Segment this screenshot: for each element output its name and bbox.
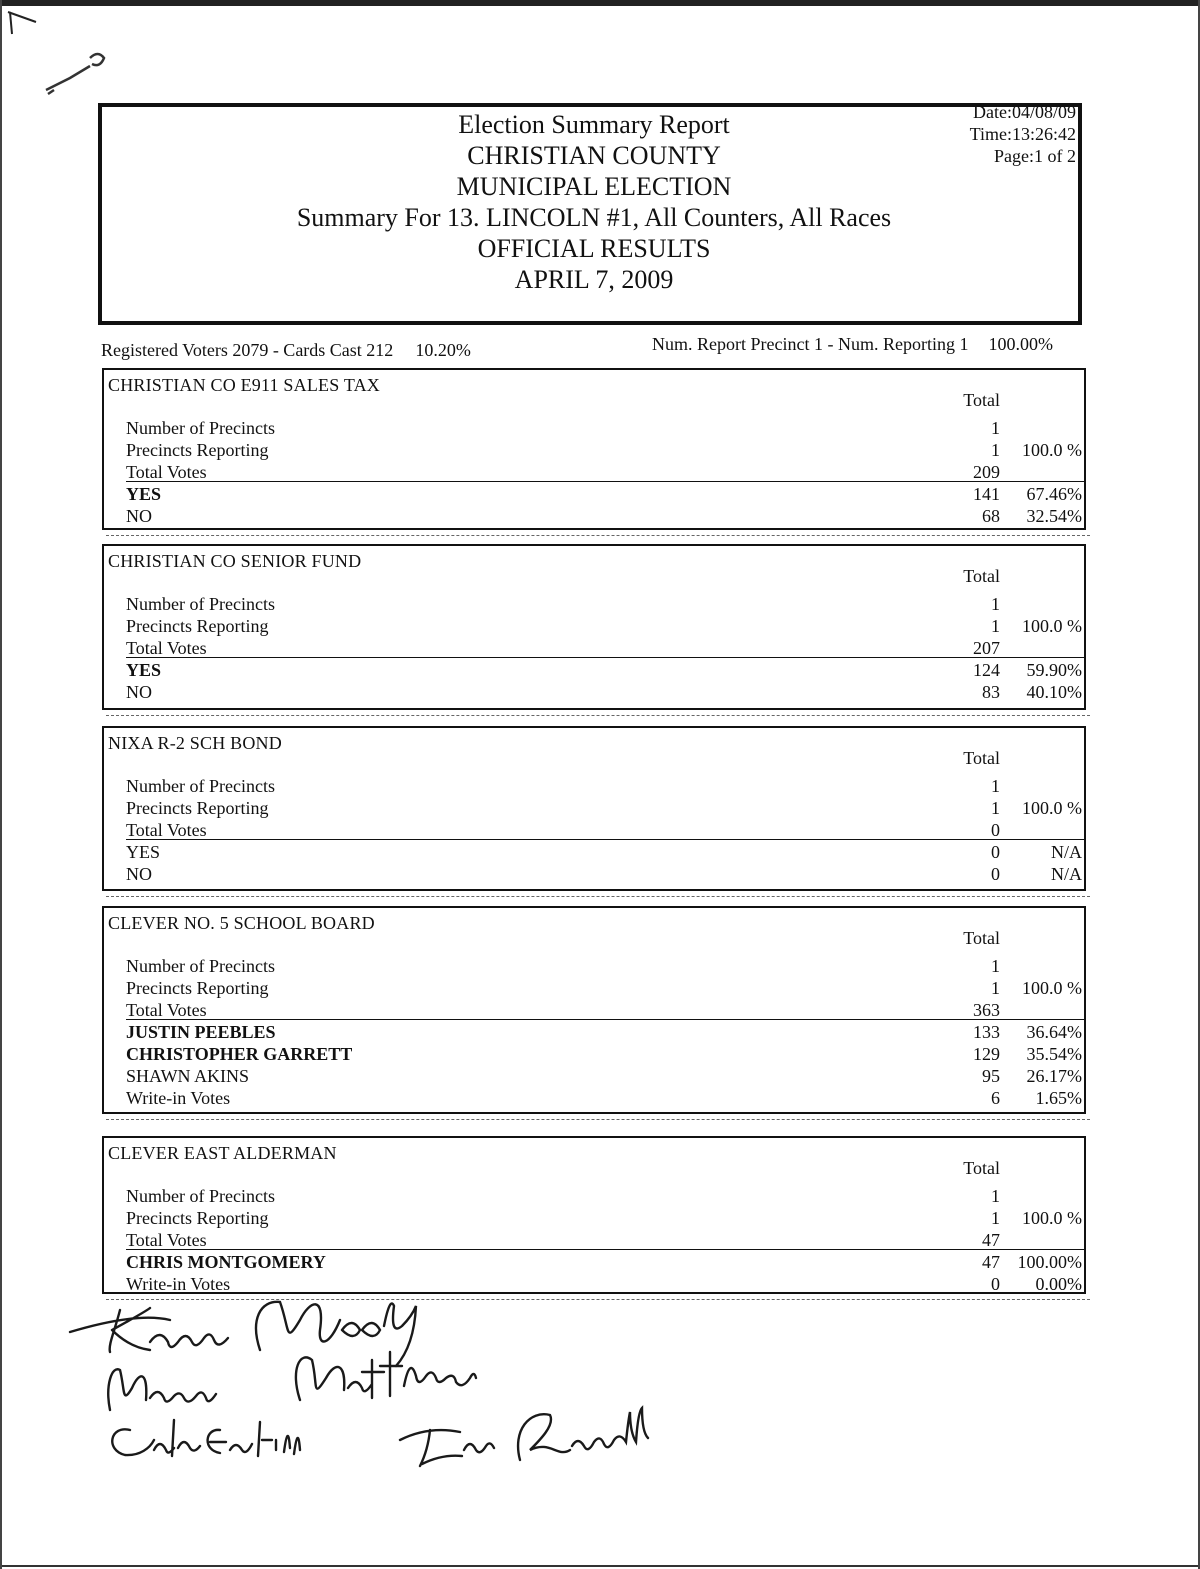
result-row: [104, 956, 1084, 978]
result-count: 0: [991, 820, 1000, 840]
election-name: MUNICIPAL ELECTION: [456, 172, 732, 201]
result-label: Precincts Reporting: [126, 798, 269, 818]
result-row: [104, 864, 1084, 886]
race-title: CLEVER NO. 5 SCHOOL BOARD: [108, 913, 375, 933]
result-row: [104, 616, 1084, 638]
result-label: Precincts Reporting: [126, 978, 269, 998]
result-count: 0: [991, 842, 1000, 862]
result-count: 141: [973, 484, 1000, 504]
result-row: [104, 776, 1084, 798]
result-count: 0: [991, 1274, 1000, 1294]
result-count: 1: [991, 594, 1000, 614]
result-label: YES: [126, 660, 162, 680]
result-count: 83: [982, 682, 1000, 702]
result-count: 129: [973, 1044, 1000, 1064]
result-label: Number of Precincts: [126, 418, 275, 438]
result-row: [104, 594, 1084, 616]
result-count: 47: [982, 1252, 1000, 1272]
result-row: [104, 1252, 1084, 1274]
result-label: Number of Precincts: [126, 1186, 275, 1206]
total-column-header: Total: [963, 566, 1000, 586]
precinct-reporting-text: Num. Report Precinct 1 - Num. Reporting 1: [652, 334, 969, 354]
result-row: [104, 1208, 1084, 1230]
total-column-header: Total: [963, 1158, 1000, 1178]
signatures-block: [50, 1290, 750, 1480]
report-time: Time:13:26:42: [969, 124, 1076, 144]
result-percent: 1.65%: [1035, 1088, 1082, 1108]
turnout-percent: 10.20%: [415, 340, 471, 360]
result-row: [104, 484, 1084, 506]
result-count: 1: [991, 776, 1000, 796]
race-title: CHRISTIAN CO E911 SALES TAX: [108, 375, 380, 395]
result-row: [104, 440, 1084, 462]
total-votes-rule: [126, 1249, 1084, 1250]
result-row: [104, 506, 1084, 528]
result-row: [104, 978, 1084, 1000]
county-name: CHRISTIAN COUNTY: [467, 141, 721, 170]
result-row: [104, 1022, 1084, 1044]
result-count: 6: [991, 1088, 1000, 1108]
result-label: Number of Precincts: [126, 956, 275, 976]
result-row: [104, 418, 1084, 440]
report-date: Date:04/08/09: [973, 102, 1076, 122]
result-percent: 100.0 %: [1022, 1208, 1082, 1228]
race-box: [102, 726, 1086, 891]
total-column-header: Total: [963, 748, 1000, 768]
scan-smudge-mark: [40, 38, 110, 98]
result-count: 68: [982, 506, 1000, 526]
report-meta: [970, 101, 1076, 167]
result-label: Total Votes: [126, 1000, 207, 1020]
result-percent: 100.0 %: [1022, 440, 1082, 460]
result-count: 207: [973, 638, 1000, 658]
result-count: 1: [991, 1208, 1000, 1228]
result-count: 1: [991, 418, 1000, 438]
result-row: [104, 1088, 1084, 1110]
total-votes-rule: [126, 839, 1084, 840]
result-label: NO: [126, 506, 152, 526]
report-title: Election Summary Report: [458, 110, 730, 139]
result-label: YES: [126, 484, 162, 504]
result-label: Precincts Reporting: [126, 1208, 269, 1228]
registered-voters-summary: [101, 340, 471, 361]
result-percent: 100.0 %: [1022, 978, 1082, 998]
total-column-header: Total: [963, 390, 1000, 410]
total-column-header: Total: [963, 928, 1000, 948]
result-count: 1: [991, 978, 1000, 998]
result-label: Precincts Reporting: [126, 440, 269, 460]
summary-scope: Summary For 13. LINCOLN #1, All Counters, All Races: [296, 203, 892, 232]
result-count: 1: [991, 956, 1000, 976]
result-percent: 67.46%: [1026, 484, 1082, 504]
race-box: [102, 368, 1086, 530]
result-label: Precincts Reporting: [126, 616, 269, 636]
scan-edge-left: [0, 0, 2, 1569]
total-votes-rule: [126, 481, 1084, 482]
result-label: Total Votes: [126, 1230, 207, 1250]
result-percent: 35.54%: [1026, 1044, 1082, 1064]
report-header-box: [98, 103, 1082, 325]
result-percent: 26.17%: [1026, 1066, 1082, 1086]
registered-voters-text: Registered Voters 2079 - Cards Cast 212: [101, 340, 394, 360]
precinct-reporting-summary: [652, 334, 1053, 355]
result-percent: 36.64%: [1026, 1022, 1082, 1042]
result-label: NO: [126, 864, 152, 884]
result-label: Number of Precincts: [126, 594, 275, 614]
result-percent: 40.10%: [1026, 682, 1082, 702]
race-box: [102, 906, 1086, 1114]
result-label: CHRIS MONTGOMERY: [126, 1252, 326, 1272]
result-label: SHAWN AKINS: [126, 1066, 250, 1086]
results-status: OFFICIAL RESULTS: [477, 234, 711, 263]
race-title: CHRISTIAN CO SENIOR FUND: [108, 551, 362, 571]
result-percent: 0.00%: [1035, 1274, 1082, 1294]
result-percent: N/A: [1051, 864, 1082, 884]
reporting-percent: 100.00%: [988, 334, 1053, 354]
result-percent: 59.90%: [1026, 660, 1082, 680]
result-row: [104, 660, 1084, 682]
result-label: CHRISTOPHER GARRETT: [126, 1044, 353, 1064]
result-label: YES: [126, 842, 161, 862]
result-row: [104, 842, 1084, 864]
result-label: Total Votes: [126, 820, 207, 840]
result-count: 47: [982, 1230, 1000, 1250]
result-count: 1: [991, 616, 1000, 636]
scan-corner-mark: [4, 8, 44, 38]
report-title-block: [102, 109, 1086, 295]
result-label: NO: [126, 682, 152, 702]
result-label: Write-in Votes: [126, 1274, 231, 1294]
race-box: [102, 544, 1086, 710]
result-count: 1: [991, 798, 1000, 818]
result-label: Total Votes: [126, 462, 207, 482]
total-votes-rule: [126, 1019, 1084, 1020]
result-percent: 32.54%: [1026, 506, 1082, 526]
result-count: 95: [982, 1066, 1000, 1086]
result-percent: 100.0 %: [1022, 798, 1082, 818]
result-row: [104, 1186, 1084, 1208]
result-percent: 100.0 %: [1022, 616, 1082, 636]
result-label: Write-in Votes: [126, 1088, 231, 1108]
result-percent: N/A: [1051, 842, 1082, 862]
race-title: CLEVER EAST ALDERMAN: [108, 1143, 337, 1163]
race-title: NIXA R-2 SCH BOND: [108, 733, 282, 753]
race-box: [102, 1136, 1086, 1294]
scan-edge-top: [0, 0, 1200, 6]
result-count: 209: [973, 462, 1000, 482]
result-count: 133: [973, 1022, 1000, 1042]
result-count: 1: [991, 440, 1000, 460]
result-count: 1: [991, 1186, 1000, 1206]
result-percent: 100.00%: [1017, 1252, 1082, 1272]
result-label: Total Votes: [126, 638, 207, 658]
result-count: 363: [973, 1000, 1000, 1020]
election-date: APRIL 7, 2009: [514, 265, 674, 294]
handwritten-signatures: [50, 1290, 750, 1480]
result-row: [104, 798, 1084, 820]
result-label: Number of Precincts: [126, 776, 275, 796]
result-row: [104, 1044, 1084, 1066]
total-votes-rule: [126, 657, 1084, 658]
result-row: [104, 1066, 1084, 1088]
result-count: 0: [991, 864, 1000, 884]
result-label: JUSTIN PEEBLES: [126, 1022, 276, 1042]
result-row: [104, 682, 1084, 704]
result-count: 124: [973, 660, 1000, 680]
report-page: Page:1 of 2: [994, 146, 1076, 166]
scan-edge-bottom: [0, 1565, 1200, 1567]
